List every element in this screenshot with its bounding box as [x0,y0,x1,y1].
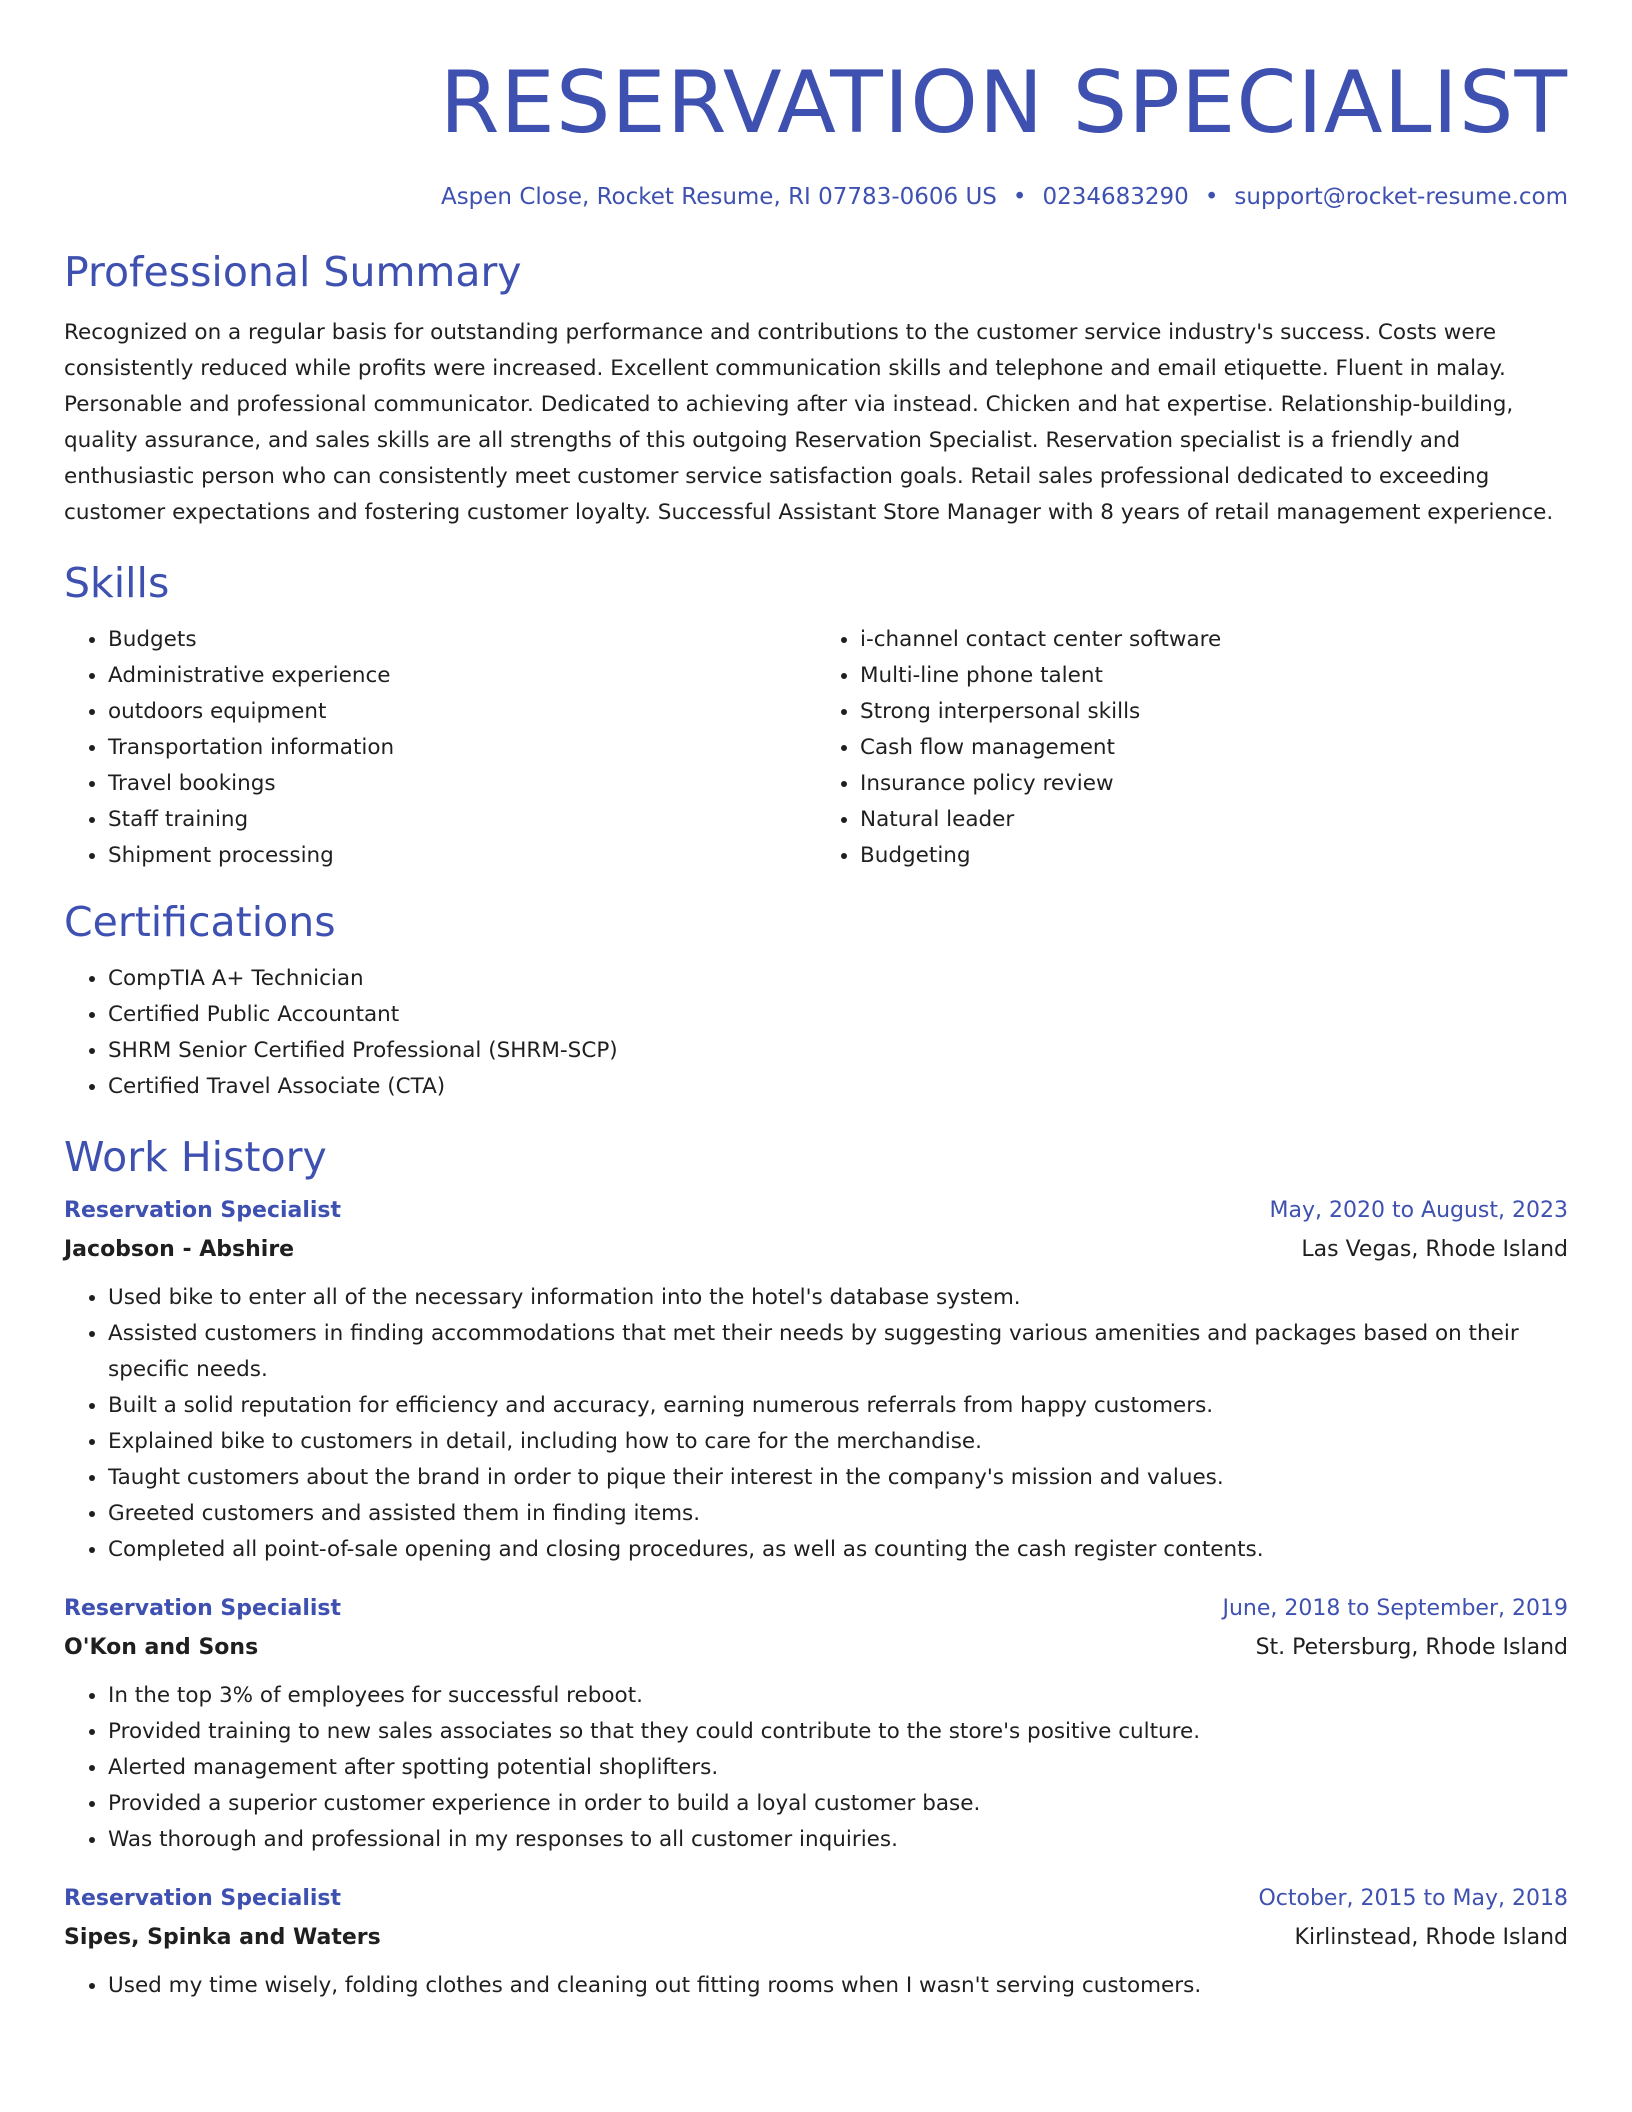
certifications-list [64,961,1568,1105]
job-bullets [64,1280,1568,1568]
list-item: • Provided a superior customer experience in order to build a loyal customer base. [108,1786,1568,1822]
job-location: Las Vegas, Rhode Island [1301,1237,1568,1263]
list-item: • Used my time wisely, folding clothes and cleaning out fitting rooms when I wasn't serving customers. [108,1968,1568,2004]
list-item: • Strong interpersonal skills [860,694,1568,730]
list-item: • Travel bookings [108,766,816,802]
job-title-row [64,1192,1568,1230]
job-company: Jacobson - Abshire [64,1237,295,1263]
job-dates: October, 2015 to May, 2018 [1258,1886,1568,1912]
phone: 0234683290 [1042,184,1189,210]
list-item: • Natural leader [860,802,1568,838]
resume-title: RESERVATION SPECIALIST [439,53,1568,153]
job-title-row [64,1590,1568,1628]
job-location: Kirlinstead, Rhode Island [1294,1925,1568,1951]
list-item: • Cash flow management [860,730,1568,766]
list-item: • Administrative experience [108,658,816,694]
job-title: Reservation Specialist [64,1596,342,1622]
summary-section [64,248,1568,531]
list-item: • Certified Travel Associate (CTA) [108,1069,1568,1105]
list-item: • Completed all point-of-sale opening and closing procedures, as well as counting the cash register contents. [108,1532,1568,1568]
job-title: Reservation Specialist [64,1198,342,1224]
jobs-list [64,1192,1568,2004]
resume-page [64,0,1568,2004]
list-item: • Budgeting [860,838,1568,874]
job-dates: May, 2020 to August, 2023 [1269,1198,1568,1224]
contact-separator: • [1204,184,1219,210]
email-link[interactable]: support@rocket-resume.com [1234,184,1568,210]
address: Aspen Close, Rocket Resume, RI 07783-0606 US [440,184,997,210]
list-item: • In the top 3% of employees for successful reboot. [108,1678,1568,1714]
job-title: Reservation Specialist [64,1886,342,1912]
list-item: • outdoors equipment [108,694,816,730]
list-item: • Greeted customers and assisted them in finding items. [108,1496,1568,1532]
list-item: • Was thorough and professional in my responses to all customer inquiries. [108,1822,1568,1858]
contact-line [64,184,1568,212]
list-item: • Used bike to enter all of the necessary information into the hotel's database system. [108,1280,1568,1316]
section-heading-summary: Professional Summary [64,247,522,296]
list-item: • CompTIA A+ Technician [108,961,1568,997]
job-bullets [64,1968,1568,2004]
job-company: Sipes, Spinka and Waters [64,1925,381,1951]
section-heading-work: Work History [64,1133,327,1182]
section-heading-skills: Skills [64,558,170,607]
job-company-row [64,1230,1568,1270]
skills-section [64,559,1568,874]
contact-separator: • [1012,184,1027,210]
list-item: • i-channel contact center software [860,622,1568,658]
list-item: • Certified Public Accountant [108,997,1568,1033]
job-entry [64,1880,1568,2004]
job-location: St. Petersburg, Rhode Island [1255,1635,1568,1661]
list-item: • Built a solid reputation for efficiency and accuracy, earning numerous referrals from happy customers. [108,1388,1568,1424]
job-entry [64,1192,1568,1568]
job-dates: June, 2018 to September, 2019 [1222,1596,1568,1622]
skills-list-left [64,622,816,874]
certifications-section [64,898,1568,1105]
skills-grid [64,622,1568,874]
job-entry [64,1590,1568,1858]
work-section [64,1133,1568,2004]
list-item: • Transportation information [108,730,816,766]
job-company-row [64,1628,1568,1668]
job-company-row [64,1918,1568,1958]
summary-text: Recognized on a regular basis for outstanding performance and contributions to the customer service industry's success. Costs were consistently reduced while profits were increased. Excellent communication skills and telephone and email etiquette. Fluent in malay. Personable and professional communicator. Dedicated to achieving after via instead. Chicken and hat expertise. Relationship-building, quality assurance, and sales skills are all strengths of this outgoing Reservation Specialist. Reservation specialist is a friendly and enthusiastic person who can consistently meet customer service satisfaction goals. Retail sales professional dedicated to exceeding customer expectations and fostering customer loyalty. Successful Assistant Store Manager with 8 years of retail management experience. [64,319,1554,525]
list-item: • SHRM Senior Certified Professional (SHRM-SCP) [108,1033,1568,1069]
list-item: • Budgets [108,622,816,658]
list-item: • Alerted management after spotting potential shoplifters. [108,1750,1568,1786]
section-heading-certifications: Certifications [64,897,336,946]
list-item: • Shipment processing [108,838,816,874]
list-item: • Assisted customers in finding accommodations that met their needs by suggesting various amenities and packages based on their specific needs. [108,1316,1568,1388]
list-item: • Taught customers about the brand in order to pique their interest in the company's mission and values. [108,1460,1568,1496]
job-company: O'Kon and Sons [64,1635,259,1661]
job-title-row [64,1880,1568,1918]
list-item: • Multi-line phone talent [860,658,1568,694]
list-item: • Explained bike to customers in detail, including how to care for the merchandise. [108,1424,1568,1460]
list-item: • Provided training to new sales associates so that they could contribute to the store's positive culture. [108,1714,1568,1750]
skills-list-right [816,622,1568,874]
list-item: • Staff training [108,802,816,838]
job-bullets [64,1678,1568,1858]
list-item: • Insurance policy review [860,766,1568,802]
